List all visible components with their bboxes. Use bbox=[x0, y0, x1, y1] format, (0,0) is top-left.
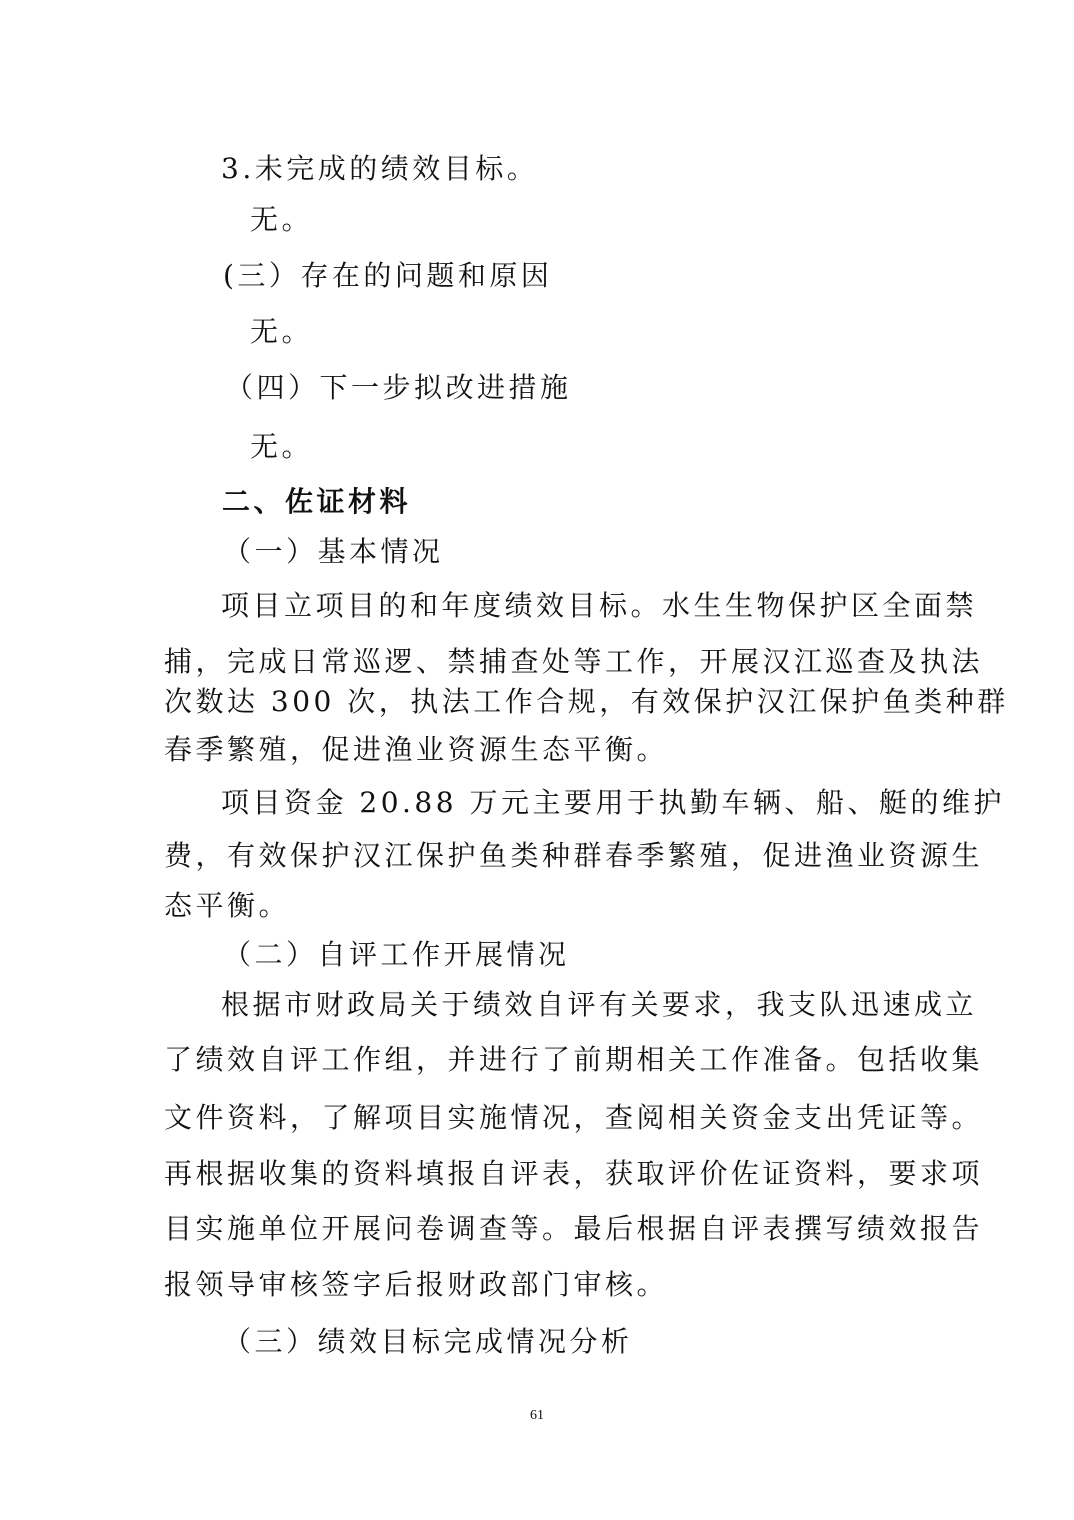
paragraph-line: 了绩效自评工作组，并进行了前期相关工作准备。包括收集 bbox=[164, 1043, 984, 1076]
paragraph-none: 无。 bbox=[250, 203, 314, 236]
paragraph-line: 费，有效保护汉江保护鱼类种群春季繁殖，促进渔业资源生 bbox=[164, 839, 984, 872]
paragraph-line: 目实施单位开展问卷调查等。最后根据自评表撰写绩效报告 bbox=[164, 1212, 984, 1245]
paragraph-line: 次数达 300 次，执法工作合规，有效保护汉江保护鱼类种群 bbox=[164, 685, 1009, 718]
paragraph-line: 文件资料，了解项目实施情况，查阅相关资金支出凭证等。 bbox=[164, 1101, 984, 1134]
section-heading-self-evaluation: （二）自评工作开展情况 bbox=[223, 938, 570, 971]
paragraph-line: 捕，完成日常巡逻、禁捕查处等工作，开展汉江巡查及执法 bbox=[164, 645, 984, 678]
paragraph-line: 根据市财政局关于绩效自评有关要求，我支队迅速成立 bbox=[221, 988, 978, 1021]
paragraph-line: 再根据收集的资料填报自评表，获取评价佐证资料，要求项 bbox=[164, 1157, 984, 1190]
section-heading-problems: (三）存在的问题和原因 bbox=[223, 259, 553, 292]
paragraph-line: 项目立项目的和年度绩效目标。水生生物保护区全面禁 bbox=[221, 589, 978, 622]
paragraph-none: 无。 bbox=[250, 315, 314, 348]
paragraph-none: 无。 bbox=[250, 430, 314, 463]
chapter-heading-evidence: 二、佐证材料 bbox=[222, 485, 412, 518]
section-heading-goal-analysis: （三）绩效目标完成情况分析 bbox=[223, 1325, 633, 1358]
page-number: 61 bbox=[530, 1408, 544, 1423]
subsection-heading-unfinished-goals: 3.未完成的绩效目标。 bbox=[221, 152, 539, 185]
section-heading-basic-info: （一）基本情况 bbox=[223, 535, 444, 568]
section-heading-next-steps: （四）下一步拟改进措施 bbox=[225, 371, 572, 404]
paragraph-line: 项目资金 20.88 万元主要用于执勤车辆、船、艇的维护 bbox=[221, 786, 1005, 819]
paragraph-line: 态平衡。 bbox=[164, 889, 291, 922]
paragraph-line: 报领导审核签字后报财政部门审核。 bbox=[164, 1268, 669, 1301]
paragraph-line: 春季繁殖，促进渔业资源生态平衡。 bbox=[164, 733, 669, 766]
